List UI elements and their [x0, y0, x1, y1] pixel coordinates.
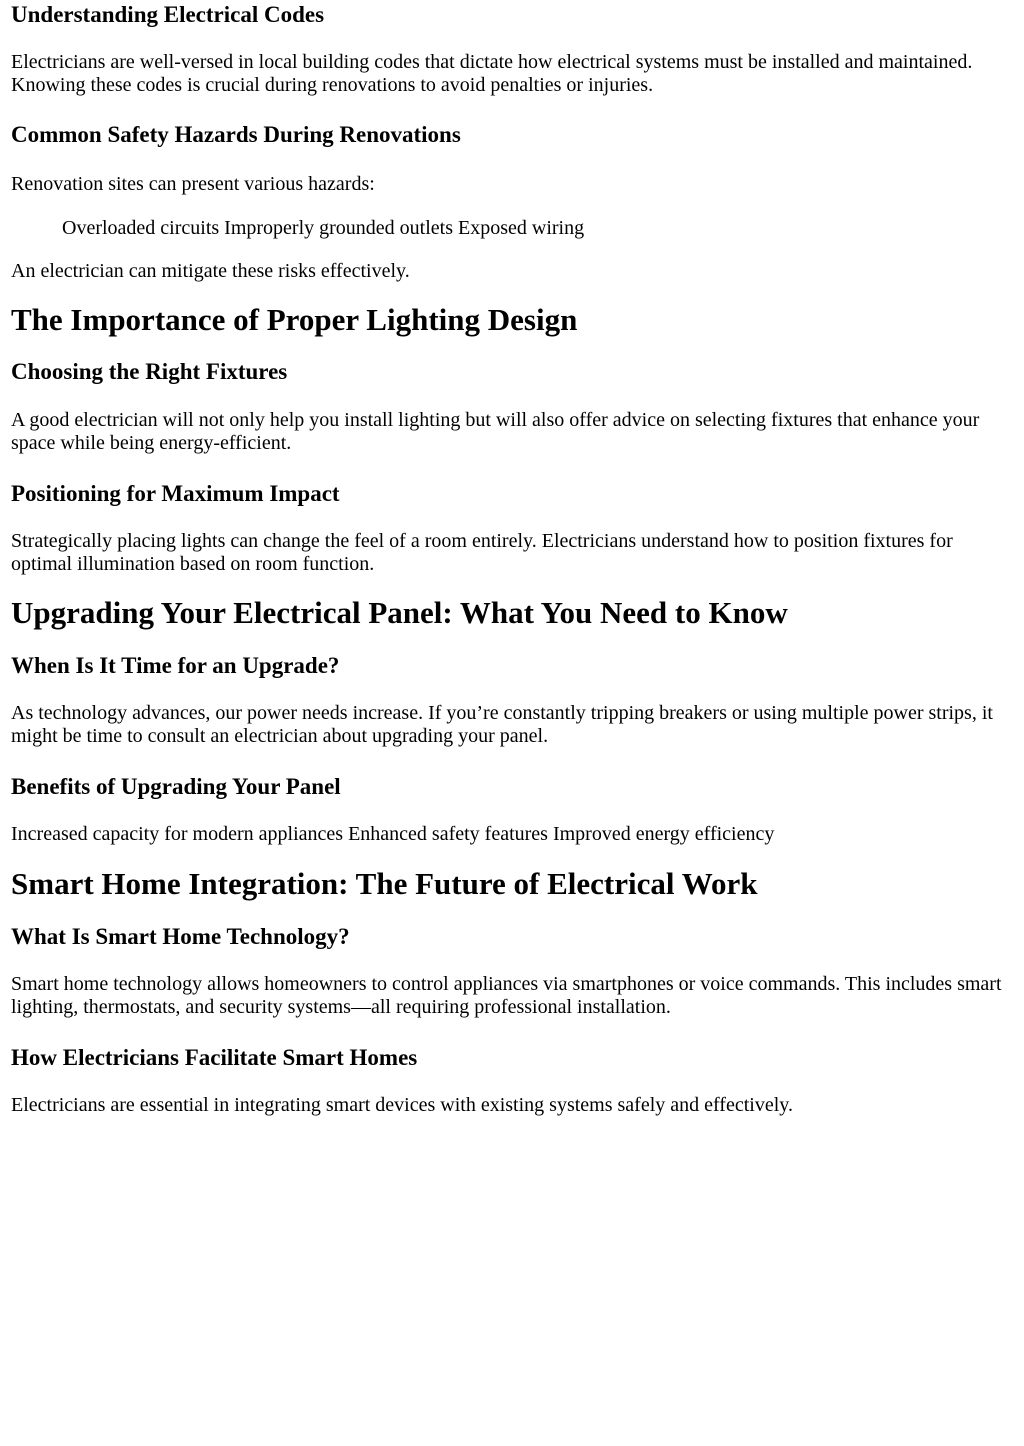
list-item-benefit: Increased capacity for modern appliances: [11, 823, 344, 845]
paragraph-hazards-outro: An electrician can mitigate these risks effectively.: [11, 260, 410, 282]
paragraph-positioning: Strategically placing lights can change the feel of a room entirely. Electricians understand how to position fixtures for optimal illumination based on room function.: [11, 530, 953, 575]
heading-choosing-fixtures: Choosing the Right Fixtures: [11, 359, 288, 384]
paragraph-what-is-smart-home: Smart home technology allows homeowners to control appliances via smartphones or voice commands. This includes smart lighting, thermostats, and security systems—all requiring professional installation.: [11, 973, 1002, 1018]
paragraph-electrical-codes: Electricians are well-versed in local building codes that dictate how electrical systems must be installed and maintained. Knowing these codes is crucial during renovations to avoid penalties or injuries.: [11, 51, 973, 96]
heading-smart-home-integration: Smart Home Integration: The Future of Electrical Work: [11, 866, 758, 901]
heading-upgrading-panel: Upgrading Your Electrical Panel: What You Need to Know: [11, 595, 788, 630]
paragraph-choosing-fixtures: A good electrician will not only help you install lighting but will also offer advice on selecting fixtures that enhance your space while being energy-efficient.: [11, 409, 980, 454]
heading-what-is-smart-home: What Is Smart Home Technology?: [11, 924, 350, 949]
list-item-benefit: Improved energy efficiency: [552, 823, 775, 845]
heading-common-safety-hazards: Common Safety Hazards During Renovations: [11, 122, 461, 147]
list-item-hazard: Exposed wiring: [458, 217, 585, 239]
paragraph-time-for-upgrade: As technology advances, our power needs increase. If you’re constantly tripping breakers or using multiple power strips, it might be time to consult an electrician about upgrading your panel.: [11, 702, 993, 747]
hazards-list: [11, 217, 1015, 240]
heading-time-for-upgrade: When Is It Time for an Upgrade?: [11, 653, 340, 678]
heading-lighting-design: The Importance of Proper Lighting Design: [11, 302, 578, 337]
paragraph-hazards-intro: Renovation sites can present various hazards:: [11, 173, 375, 195]
list-item-hazard: Improperly grounded outlets: [224, 217, 454, 239]
heading-benefits-upgrading: Benefits of Upgrading Your Panel: [11, 774, 341, 799]
heading-understanding-electrical-codes: Understanding Electrical Codes: [11, 2, 325, 27]
article-content: [11, 0, 1015, 1117]
heading-positioning: Positioning for Maximum Impact: [11, 481, 340, 506]
heading-how-electricians-facilitate: How Electricians Facilitate Smart Homes: [11, 1045, 418, 1070]
list-item-hazard: Overloaded circuits: [62, 217, 220, 239]
paragraph-how-electricians-facilitate: Electricians are essential in integrating smart devices with existing systems safely and effectively.: [11, 1094, 793, 1116]
benefits-list: [11, 823, 1015, 846]
list-item-benefit: Enhanced safety features: [348, 823, 548, 845]
